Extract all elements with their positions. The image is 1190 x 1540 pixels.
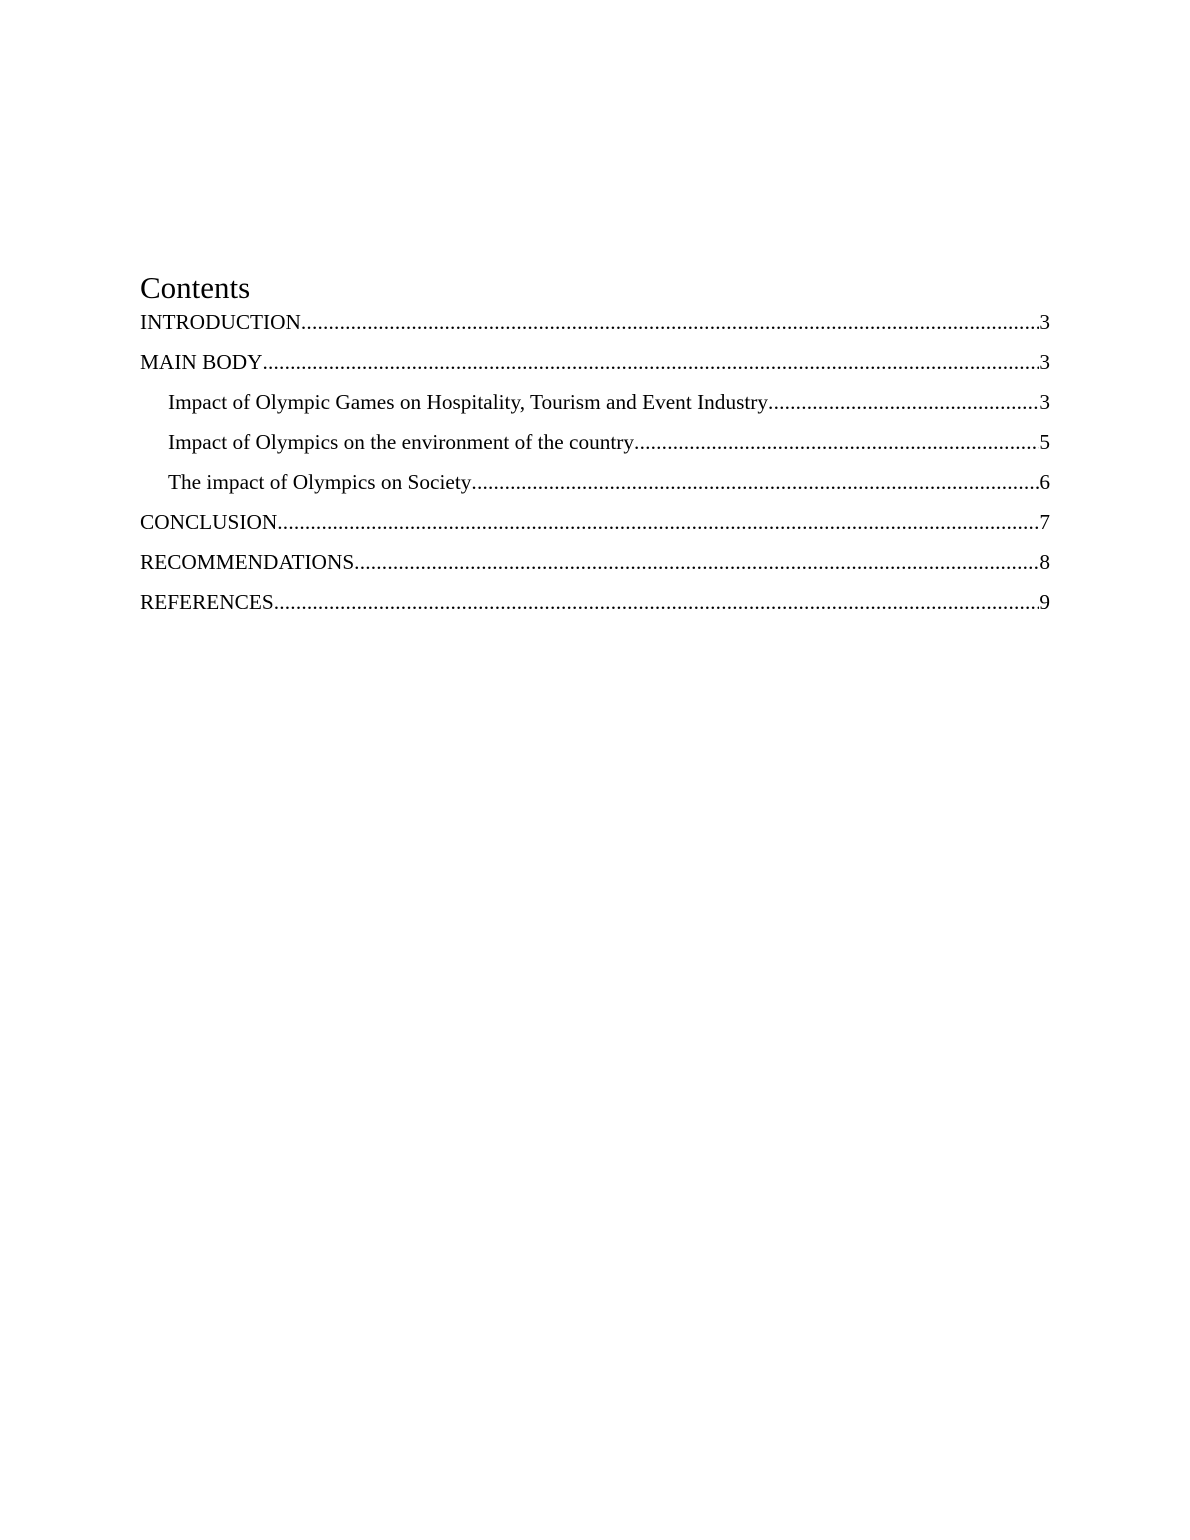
toc-page-number: 6 xyxy=(1039,470,1050,494)
toc-entry-recommendations[interactable] xyxy=(140,550,1050,590)
toc-entry-text: CONCLUSION xyxy=(140,510,278,534)
toc-entry-impact-society[interactable] xyxy=(140,470,1050,510)
toc-dot-leader xyxy=(301,310,1039,334)
toc-entry-conclusion[interactable] xyxy=(140,510,1050,550)
toc-entry-introduction[interactable] xyxy=(140,310,1050,350)
toc-page-number: 9 xyxy=(1039,590,1050,614)
toc-page-number: 3 xyxy=(1039,310,1050,334)
toc-entry-text: RECOMMENDATIONS xyxy=(140,550,355,574)
toc-entry-text: MAIN BODY xyxy=(140,350,263,374)
toc-entry-text: Impact of Olympic Games on Hospitality, Tourism and Event Industry xyxy=(168,390,769,414)
toc-entry-main-body[interactable] xyxy=(140,350,1050,390)
toc-dot-leader xyxy=(354,550,1039,574)
toc-page-number: 8 xyxy=(1039,550,1050,574)
toc-entry-text: The impact of Olympics on Society xyxy=(168,470,472,494)
toc-page-number: 5 xyxy=(1039,430,1050,454)
toc-entry-references[interactable] xyxy=(140,590,1050,630)
toc-page-number: 7 xyxy=(1039,510,1050,534)
toc-entry-text: Impact of Olympics on the environment of the country xyxy=(168,430,635,454)
toc-heading: Contents xyxy=(140,270,251,305)
toc-entry-text: REFERENCES xyxy=(140,590,274,614)
toc-dot-leader xyxy=(768,390,1039,414)
toc-dot-leader xyxy=(262,350,1039,374)
toc-page-number: 3 xyxy=(1039,390,1050,414)
toc-entry-text: INTRODUCTION xyxy=(140,310,301,334)
toc-dot-leader xyxy=(471,470,1039,494)
toc-dot-leader xyxy=(634,430,1039,454)
toc-dot-leader xyxy=(277,510,1039,534)
toc-list xyxy=(140,310,1050,630)
toc-page-number: 3 xyxy=(1039,350,1050,374)
toc-dot-leader xyxy=(274,590,1040,614)
toc-entry-impact-hospitality[interactable] xyxy=(140,390,1050,430)
table-of-contents xyxy=(140,266,1050,630)
toc-entry-impact-environment[interactable] xyxy=(140,430,1050,470)
